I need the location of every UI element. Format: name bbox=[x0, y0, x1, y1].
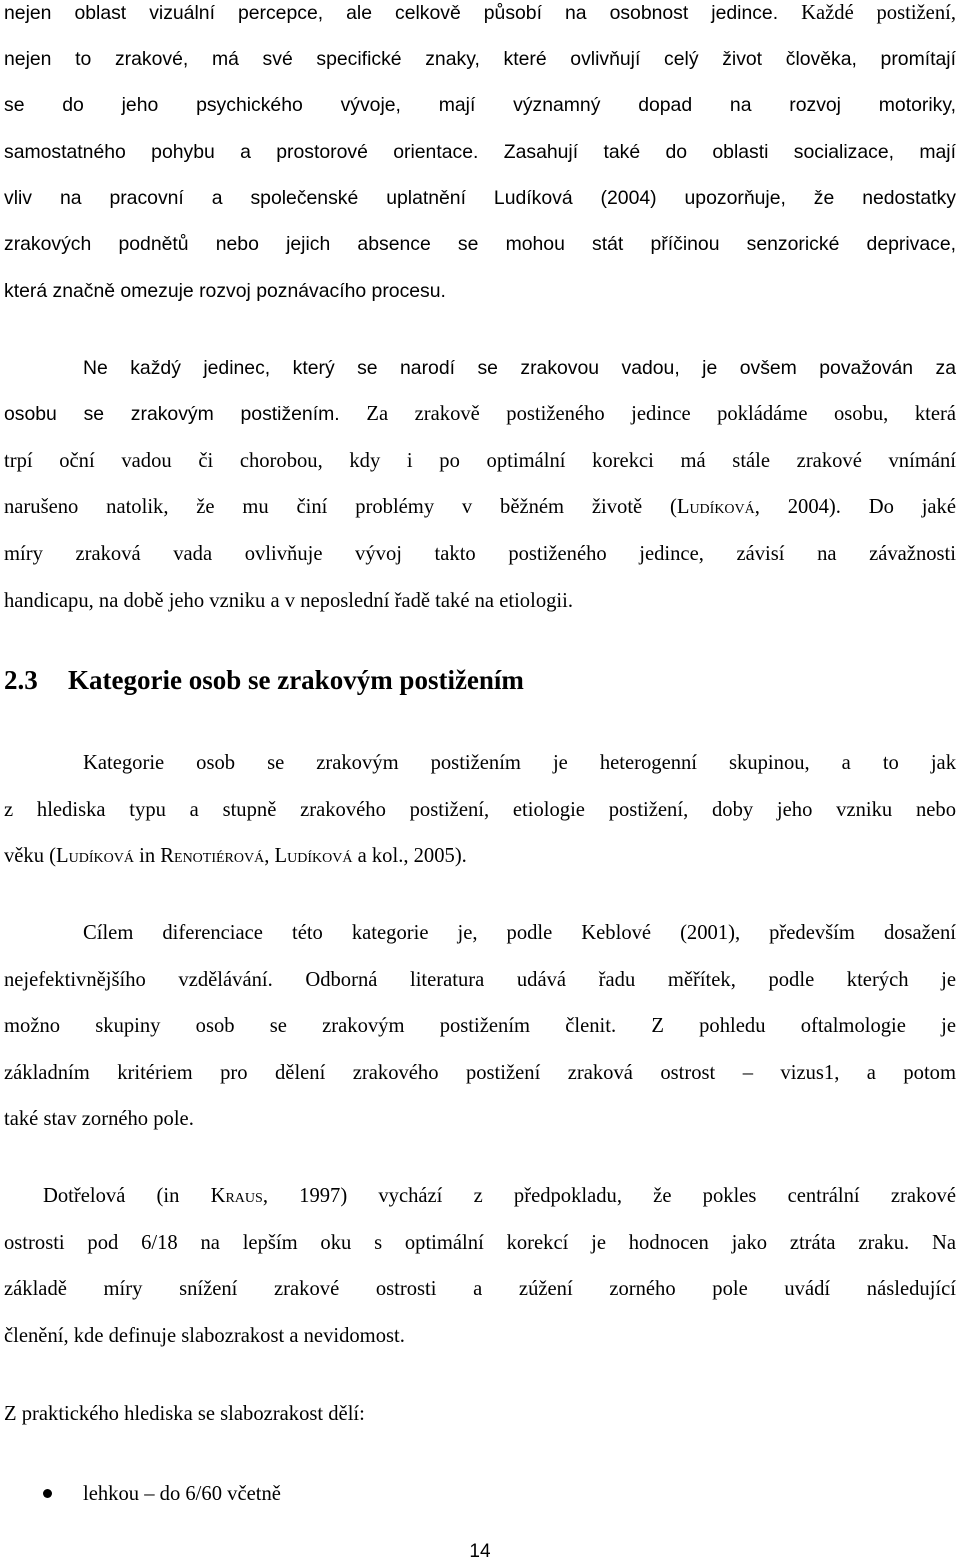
paragraph-line: trpí oční vadou či chorobou, kdy i po optimální korekci má stále zrakové vnímání bbox=[4, 450, 956, 472]
text-segment: Za zrakově postiženého jedince pokládáme osobu, která bbox=[366, 403, 956, 425]
paragraph-line: ostrosti pod 6/18 na lepším oku s optimální korekcí je hodnocen jako ztráta zraku. Na bbox=[4, 1232, 956, 1254]
author-name: Ludíková bbox=[56, 845, 134, 867]
section-number: 2.3 bbox=[4, 665, 38, 695]
paragraph-line: možno skupiny osob se zrakovým postižením členit. Z pohledu oftalmologie je bbox=[4, 1015, 956, 1037]
paragraph-line: zrakových podnětů nebo jejich absence se mohou stát příčinou senzorické deprivace, bbox=[4, 233, 956, 255]
paragraph-line: členění, kde definuje slabozrakost a nevidomost. bbox=[4, 1325, 405, 1347]
paragraph-line: míry zraková vada ovlivňuje vývoj takto postiženého jedince, závisí na závažnosti bbox=[4, 543, 956, 565]
paragraph-line: z hlediska typu a stupně zrakového postižení, etiologie postižení, doby jeho vzniku nebo bbox=[4, 799, 956, 821]
bullet-icon bbox=[43, 1489, 52, 1498]
paragraph-line: která značně omezuje rozvoj poznávacího procesu. bbox=[4, 280, 446, 302]
author-name: Kraus bbox=[210, 1185, 263, 1207]
paragraph-line: se do jeho psychického vývoje, mají významný dopad na rozvoj motoriky, bbox=[4, 94, 956, 116]
text-segment: Zasahují také do oblasti socializace, mají bbox=[503, 141, 957, 163]
section-heading bbox=[4, 662, 524, 698]
paragraph-line: nejefektivnějšího vzdělávání. Odborná literatura udává řadu měřítek, podle kterých je bbox=[4, 969, 956, 991]
paragraph-line: nejen oblast vizuální percepce, ale celkově působí na osobnost jedince. Každé postižení, bbox=[4, 2, 956, 24]
paragraph-line: vliv na pracovní a společenské uplatnění Ludíková (2004) upozorňuje, že nedostatky bbox=[4, 187, 956, 209]
list-item: lehkou – do 6/60 včetně bbox=[83, 1483, 281, 1505]
paragraph-line: základním kritériem pro dělení zrakového postižení zraková ostrost – vizus1, a potom bbox=[4, 1062, 956, 1084]
author-name: Renotiérová bbox=[160, 845, 265, 867]
paragraph-line: také stav zorného pole. bbox=[4, 1108, 194, 1130]
paragraph-line: Z praktického hlediska se slabozrakost dělí: bbox=[4, 1403, 365, 1425]
paragraph-line: základě míry snížení zrakové ostrosti a zúžení zorného pole uvádí následující bbox=[4, 1278, 956, 1300]
paragraph-line: handicapu, na době jeho vzniku a v neposlední řadě také na etiologii. bbox=[4, 590, 574, 612]
paragraph-line: osobu se zrakovým postižením. Za zrakově postiženého jedince pokládáme osobu, která bbox=[4, 403, 956, 425]
author-name: Ludíková bbox=[274, 845, 353, 867]
text-segment: Každé postižení, bbox=[801, 2, 956, 24]
paragraph-line: Ne každý jedinec, který se narodí se zrakovou vadou, je ovšem považován za bbox=[83, 357, 956, 379]
paragraph-line: věku (Ludíková in Renotiérová, Ludíková a kol., 2005). bbox=[4, 845, 467, 867]
paragraph-line: narušeno natolik, že mu činí problémy v běžném životě (Ludíková, 2004). Do jaké bbox=[4, 496, 956, 518]
paragraph-line: Cílem diferenciace této kategorie je, podle Keblové (2001), především dosažení bbox=[83, 922, 956, 944]
paragraph-line: samostatného pohybu a prostorové orientace. Zasahují také do oblasti socializace, mají bbox=[4, 141, 957, 163]
paragraph-line: Kategorie osob se zrakovým postižením je heterogenní skupinou, a to jak bbox=[83, 752, 956, 774]
page-number: 14 bbox=[469, 1541, 491, 1562]
section-title: Kategorie osob se zrakovým postižením bbox=[68, 665, 524, 695]
paragraph-line: Dotřelová (in Kraus, 1997) vychází z předpokladu, že pokles centrální zrakové bbox=[43, 1185, 956, 1207]
author-name: Ludíková bbox=[676, 496, 755, 518]
paragraph-line: nejen to zrakové, má své specifické znaky, které ovlivňují celý život člověka, promítají bbox=[4, 48, 956, 70]
